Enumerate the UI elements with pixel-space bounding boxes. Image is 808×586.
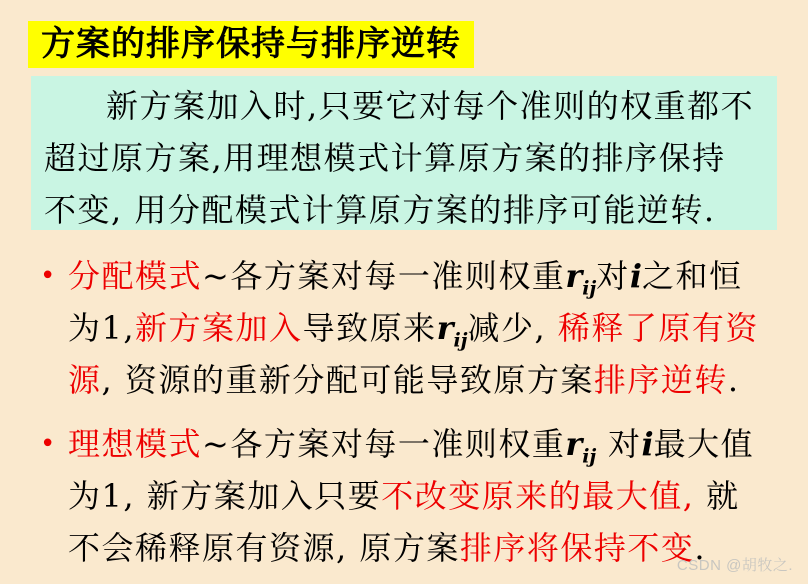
bullet2-line-2 (68, 470, 786, 522)
slide-title: 方案的排序保持与排序逆转 (28, 21, 474, 68)
math-var-i: i (629, 257, 642, 295)
text-run: , 资源的重新分配可能导致原方案 (101, 361, 594, 399)
text-run: 对 (596, 257, 630, 295)
bullet2-line-1 (68, 418, 786, 470)
text-run: ~各方案对每一准则权重 (202, 425, 566, 463)
math-var-r-letter: r (565, 257, 583, 295)
text-run-red: 源 (68, 361, 102, 399)
math-var-r (565, 425, 597, 468)
bullet-icon: • (40, 429, 56, 459)
text-run-red: 稀释了原有资 (557, 309, 759, 347)
summary-line-3: 不变, 用分配模式计算原方案的排序可能逆转. (44, 191, 716, 229)
math-var-r-letter: r (565, 425, 583, 463)
text-run: . (694, 529, 707, 567)
text-run: 就 (694, 477, 740, 515)
bullet-item-ideal-mode (38, 418, 786, 574)
math-sub-ij: ij (582, 277, 597, 300)
text-run: 对 (596, 425, 642, 463)
bullet1-line-3 (68, 354, 786, 406)
math-sub-ij: ij (582, 445, 597, 468)
bullet-item-distribution-mode (38, 250, 786, 406)
summary-line-1: 新方案加入时,只要它对每个准则的权重都不 (106, 87, 755, 125)
text-run-red: 排序将保持不变 (459, 529, 695, 567)
math-var-r (565, 257, 597, 300)
text-run-red: 排序逆转 (593, 361, 728, 399)
bullet1-line-2 (68, 302, 786, 354)
text-run-red: 不改变原来的最大值, (381, 477, 695, 515)
text-run: 减少, (467, 309, 558, 347)
math-var-r-letter: r (436, 309, 454, 347)
text-run: 不会稀释原有资源, 原方案 (68, 529, 460, 567)
text-run: . (727, 361, 740, 399)
text-run-red: 新方案加入 (135, 309, 303, 347)
text-run: 之和恒 (641, 257, 743, 295)
math-var-r (436, 309, 468, 352)
text-run: 为1, (68, 309, 136, 347)
text-run: 最大值 (653, 425, 755, 463)
math-var-i: i (641, 425, 654, 463)
math-sub-ij: ij (453, 329, 468, 352)
bullet1-line-1 (68, 250, 786, 302)
text-run: 导致原来 (302, 309, 437, 347)
text-run: ~各方案对每一准则权重 (202, 257, 566, 295)
keyword-distribution-mode: 分配模式 (68, 257, 203, 295)
bullet-icon: • (40, 261, 56, 291)
keyword-ideal-mode: 理想模式 (68, 425, 203, 463)
text-run: 为1, 新方案加入只要 (68, 477, 382, 515)
summary-line-2: 超过原方案,用理想模式计算原方案的排序保持 (44, 139, 726, 177)
summary-box (31, 76, 777, 230)
bullet-list (38, 250, 786, 586)
watermark: CSDN @胡牧之. (676, 557, 793, 574)
